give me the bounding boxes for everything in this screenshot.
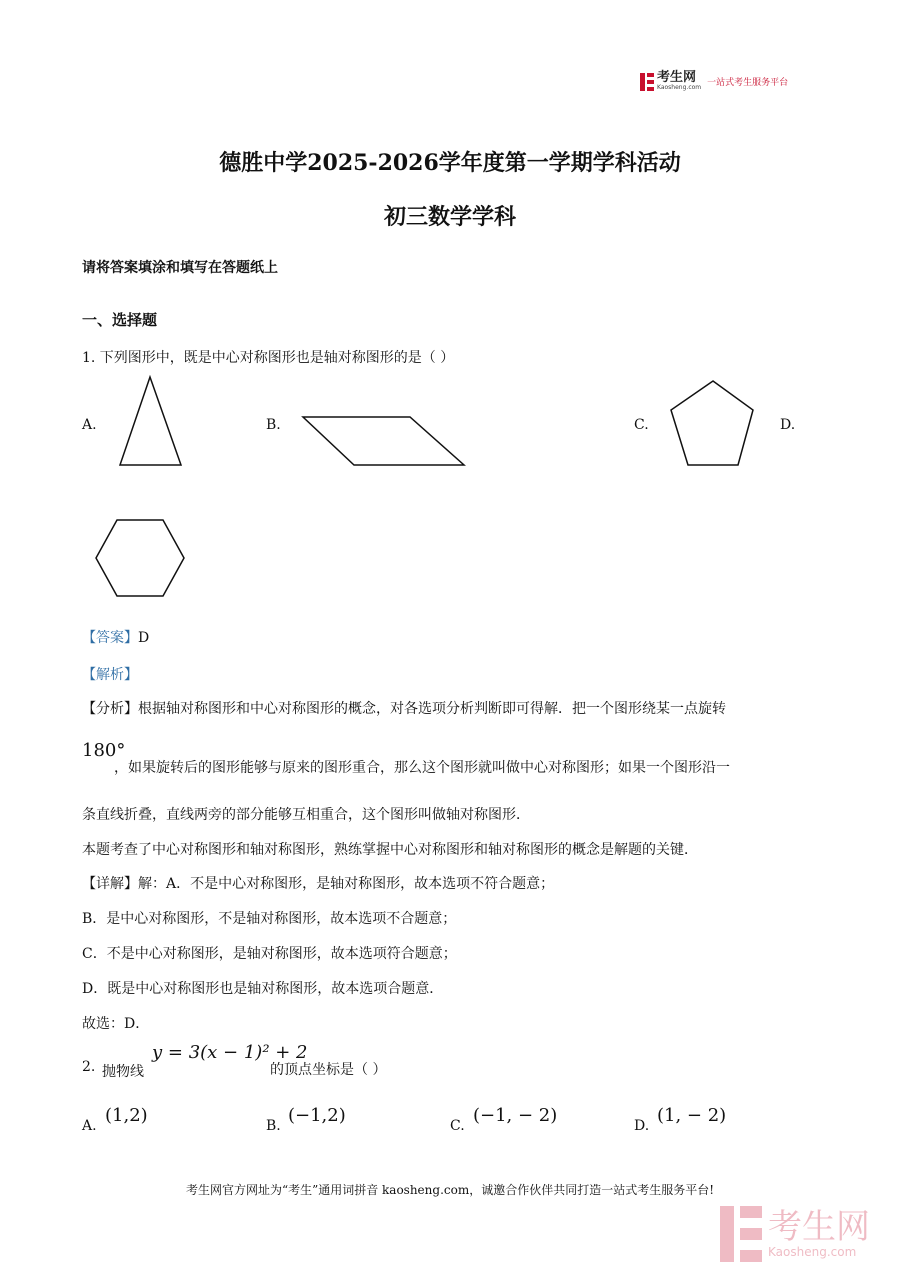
detail-a: 【详解】解：A．不是中心对称图形，是轴对称图形，故本选项不符合题意； xyxy=(82,876,555,892)
q2-option-d-label: D. xyxy=(634,1118,650,1134)
logo-site: Kaosheng.com xyxy=(657,84,702,91)
logo-brand: 考生网 xyxy=(657,70,697,85)
detail-b: B．是中心对称图形，不是轴对称图形，故本选项不合题意； xyxy=(82,911,457,927)
q1-option-c-label: C. xyxy=(634,417,649,433)
instruction: 请将答案填涂和填写在答题纸上 xyxy=(82,260,278,276)
watermark-text-block xyxy=(768,1209,870,1259)
analysis-line-2: ，如果旋转后的图形能够与原来的图形重合，那么这个图形就叫做中心对称图形；如果一个图形沿一 xyxy=(114,760,730,776)
header-logo xyxy=(640,72,788,91)
q2-option-a: (1,2) xyxy=(105,1105,148,1126)
q2-lead: 抛物线 xyxy=(102,1064,144,1080)
parallelogram-figure xyxy=(298,412,470,470)
pentagon-figure xyxy=(666,377,760,471)
hexagon-figure xyxy=(92,516,188,600)
watermark-url: Kaosheng.com xyxy=(768,1245,857,1259)
page-title: 德胜中学2025-2026学年度第一学期学科活动 xyxy=(219,150,681,176)
q2-number: 2. xyxy=(82,1059,96,1075)
q2-equation: y = 3(x − 1)² + 2 xyxy=(152,1042,308,1063)
q1-option-b-label: B. xyxy=(266,417,281,433)
answer-value: D xyxy=(138,630,150,646)
degree-value: 180° xyxy=(82,740,126,761)
q1-stem: 1. 下列图形中，既是中心对称图形也是轴对称图形的是（ ） xyxy=(82,350,455,366)
logo-text xyxy=(657,72,701,91)
analysis-summary: 本题考查了中心对称图形和轴对称图形，熟练掌握中心对称图形和轴对称图形的概念是解题的关键． xyxy=(82,842,698,858)
analysis-line-3: 条直线折叠，直线两旁的部分能够互相重合，这个图形叫做轴对称图形． xyxy=(82,807,530,823)
page-subtitle: 初三数学学科 xyxy=(383,204,516,230)
q2-tail: 的顶点坐标是（ ） xyxy=(270,1062,387,1078)
answer-tag: 【答案】 xyxy=(82,630,138,646)
logo-mark-icon xyxy=(640,73,654,91)
analysis-tag: 【解析】 xyxy=(82,667,138,683)
q2-option-c: (−1, − 2) xyxy=(473,1105,558,1126)
watermark xyxy=(720,1206,870,1262)
logo-slogan: 一站式考生服务平台 xyxy=(707,78,789,88)
q1-answer-line xyxy=(82,627,149,647)
q1-option-a-label: A. xyxy=(82,417,97,433)
section-title: 一、选择题 xyxy=(82,311,158,329)
watermark-text: 考生网 xyxy=(768,1207,870,1247)
q2-option-a-label: A. xyxy=(82,1118,97,1134)
q1-option-d-label: D. xyxy=(780,417,796,433)
detail-c: C．不是中心对称图形，是轴对称图形，故本选项符合题意； xyxy=(82,946,457,962)
q2-option-d: (1, − 2) xyxy=(657,1105,727,1126)
footer-text: 考生网官方网址为“考生”通用词拼音 kaosheng.com，诚邀合作伙伴共同打造一站式考生服务平台! xyxy=(185,1183,715,1197)
detail-d: D．既是中心对称图形也是轴对称图形，故本选项合题意． xyxy=(82,981,444,997)
q2-option-c-label: C. xyxy=(450,1118,465,1134)
watermark-mark-icon xyxy=(720,1206,762,1262)
q2-option-b: (−1,2) xyxy=(288,1105,346,1126)
triangle-figure xyxy=(115,374,185,470)
q2-option-b-label: B. xyxy=(266,1118,281,1134)
analysis-line-1: 【分析】根据轴对称图形和中心对称图形的概念，对各选项分析判断即可得解．把一个图形绕某一点旋转 xyxy=(82,701,726,717)
q1-conclusion: 故选：D． xyxy=(82,1016,150,1032)
